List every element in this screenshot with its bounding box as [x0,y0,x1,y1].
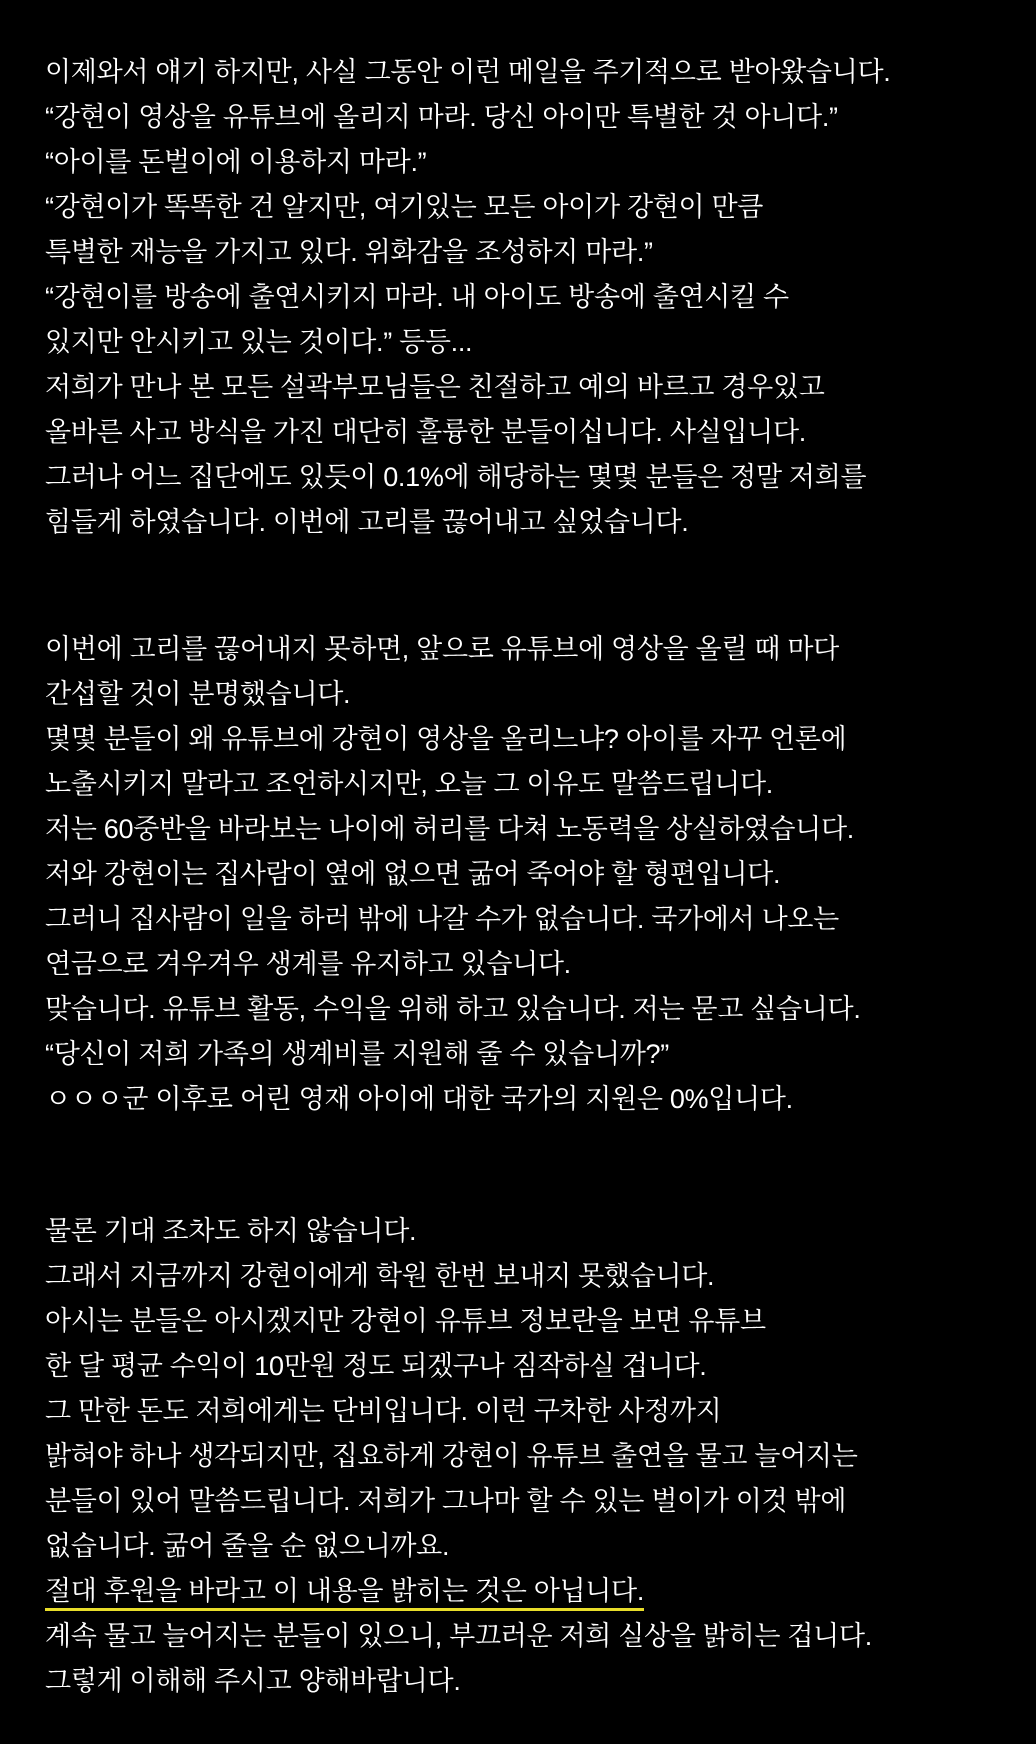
text-line [45,50,1025,95]
paragraph-mail-complaints [45,50,1025,545]
line-text: “강현이를 방송에 출연시키지 마라. 내 아이도 방송에 출연시킬 수 [45,282,789,312]
text-line [45,230,1025,275]
line-text: 간섭할 것이 분명했습니다. [45,679,351,709]
line-text: ㅇㅇㅇ군 이후로 어린 영재 아이에 대한 국가의 지원은 0%입니다. [45,1084,793,1114]
line-text: 저는 60중반을 바라보는 나이에 허리를 다쳐 노동력을 상실하였습니다. [45,814,854,844]
text-line [45,852,1025,897]
line-text: 맞습니다. 유튜브 활동, 수익을 위해 하고 있습니다. 저는 묻고 싶습니다. [45,994,861,1024]
line-text: 그 만한 돈도 저희에게는 단비입니다. 이런 구차한 사정까지 [45,1396,722,1426]
line-text: 물론 기대 조차도 하지 않습니다. [45,1216,417,1246]
line-text: 노출시키지 말라고 조언하시지만, 오늘 그 이유도 말씀드립니다. [45,769,773,799]
text-line [45,1389,1025,1434]
line-text: 분들이 있어 말씀드립니다. 저희가 그나마 할 수 있는 벌이가 이것 밖에 [45,1486,847,1516]
line-text: 아시는 분들은 아시겠지만 강현이 유튜브 정보란을 보면 유튜브 [45,1306,766,1336]
text-line [45,500,1025,545]
text-line [45,1077,1025,1122]
line-text: 특별한 재능을 가지고 있다. 위화감을 조성하지 마라.” [45,237,653,267]
line-text: 올바른 사고 방식을 가진 대단히 훌륭한 분들이십니다. 사실입니다. [45,417,806,447]
line-text: 저와 강현이는 집사람이 옆에 없으면 굶어 죽어야 할 형편입니다. [45,859,781,889]
line-text: “강현이가 똑똑한 건 알지만, 여기있는 모든 아이가 강현이 만큼 [45,192,764,222]
text-line [45,1479,1025,1524]
text-line [45,1659,1025,1704]
line-text: 이번에 고리를 끊어내지 못하면, 앞으로 유튜브에 영상을 올릴 때 마다 [45,634,839,664]
text-line [45,1569,1025,1614]
text-line [45,410,1025,455]
line-text: 밝혀야 하나 생각되지만, 집요하게 강현이 유튜브 출연을 물고 늘어지는 [45,1441,858,1471]
text-line [45,762,1025,807]
line-text: 힘들게 하였습니다. 이번에 고리를 끊어내고 싶었습니다. [45,507,689,537]
line-text: 계속 물고 늘어지는 분들이 있으니, 부끄러운 저희 실상을 밝히는 겁니다. [45,1621,872,1651]
line-text: “강현이 영상을 유튜브에 올리지 마라. 당신 아이만 특별한 것 아니다.” [45,102,838,132]
line-text: 한 달 평균 수익이 10만원 정도 되겠구나 짐작하실 겁니다. [45,1351,707,1381]
text-line [45,1209,1025,1254]
text-line [45,1434,1025,1479]
text-line [45,1254,1025,1299]
text-line [45,185,1025,230]
text-line [45,1344,1025,1389]
line-text: 그러니 집사람이 일을 하러 밖에 나갈 수가 없습니다. 국가에서 나오는 [45,904,839,934]
text-line [45,95,1025,140]
text-line [45,320,1025,365]
text-line [45,1614,1025,1659]
text-line [45,140,1025,185]
text-line [45,807,1025,852]
text-line [45,672,1025,717]
text-line [45,1299,1025,1344]
text-line [45,1032,1025,1077]
text-line [45,275,1025,320]
line-text: 그래서 지금까지 강현이에게 학원 한번 보내지 못했습니다. [45,1261,715,1291]
line-text: 저희가 만나 본 모든 설곽부모님들은 친절하고 예의 바르고 경우있고 [45,372,825,402]
paragraph-income-explanation [45,1209,1025,1704]
text-line [45,365,1025,410]
paragraph-reason-youtube [45,627,1025,1122]
text-line [45,942,1025,987]
text-line [45,1524,1025,1569]
line-text: “당신이 저희 가족의 생계비를 지원해 줄 수 있습니까?” [45,1039,669,1069]
line-text: 이제와서 얘기 하지만, 사실 그동안 이런 메일을 주기적으로 받아왔습니다. [45,57,891,87]
text-line [45,987,1025,1032]
line-text: 그러나 어느 집단에도 있듯이 0.1%에 해당하는 몇몇 분들은 정말 저희를 [45,462,867,492]
line-text: “아이를 돈벌이에 이용하지 마라.” [45,147,427,177]
line-text: 몇몇 분들이 왜 유튜브에 강현이 영상을 올리느냐? 아이를 자꾸 언론에 [45,724,847,754]
line-text: 연금으로 겨우겨우 생계를 유지하고 있습니다. [45,949,571,979]
text-line [45,717,1025,762]
text-line [45,627,1025,672]
text-line [45,455,1025,500]
line-text: 그렇게 이해해 주시고 양해바랍니다. [45,1666,461,1696]
underlined-statement: 절대 후원을 바라고 이 내용을 밝히는 것은 아닙니다. [45,1576,644,1611]
text-line [45,897,1025,942]
line-text: 없습니다. 굶어 줄을 순 없으니까요. [45,1531,450,1561]
line-text: 있지만 안시키고 있는 것이다.” 등등... [45,327,473,357]
